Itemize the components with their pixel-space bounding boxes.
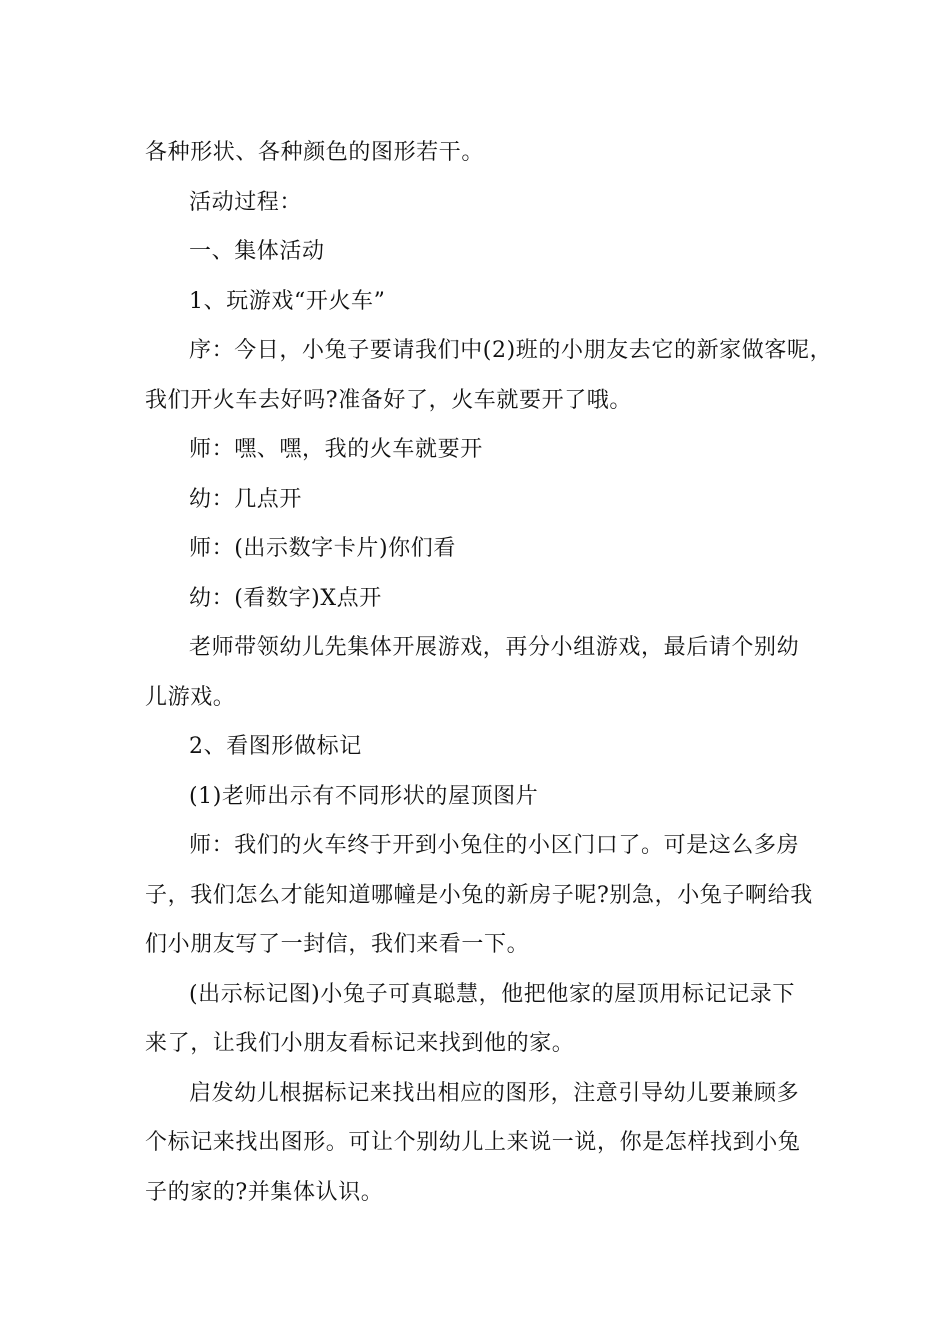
text-line: 幼：几点开: [189, 486, 303, 512]
text-line: 儿游戏。: [145, 684, 236, 710]
text-line: 师：我们的火车终于开到小兔住的小区门口了。可是这么多房: [189, 833, 800, 858]
text-line: 序：今日，小兔子要请我们中(2)班的小朋友去它的新家做客呢，: [189, 338, 833, 363]
text-line: (1)老师出示有不同形状的屋顶图片: [189, 783, 539, 809]
text-line: 各种形状、各种颜色的图形若干。: [145, 140, 485, 165]
text-line: 来了，让我们小朋友看标记来找到他的家。: [145, 1031, 575, 1056]
text-line: 一、集体活动: [189, 239, 325, 264]
text-line: 我们开火车去好吗?准备好了，火车就要开了哦。: [145, 387, 632, 413]
text-line: 老师带领幼儿先集体开展游戏，再分小组游戏，最后请个别幼: [189, 635, 800, 660]
text-line: 子的家的?并集体认识。: [145, 1179, 384, 1205]
text-line: 1、玩游戏“开火车”: [189, 288, 386, 314]
text-line: (出示标记图)小兔子可真聪慧，他把他家的屋顶用标记记录下: [189, 981, 795, 1007]
text-line: 个标记来找出图形。可让个别幼儿上来说一说，你是怎样找到小兔: [145, 1130, 801, 1155]
document-body: [145, 128, 833, 1217]
text-line: 师：嘿、嘿，我的火车就要开: [189, 437, 483, 462]
text-line: 活动过程：: [189, 189, 303, 215]
text-line: 启发幼儿根据标记来找出相应的图形，注意引导幼儿要兼顾多: [189, 1080, 800, 1106]
text-line: 师：(出示数字卡片)你们看: [189, 536, 456, 561]
text-line: 子，我们怎么才能知道哪幢是小兔的新房子呢?别急，小兔子啊给我: [145, 882, 813, 908]
text-line: 们小朋友写了一封信，我们来看一下。: [145, 932, 530, 957]
text-line: 2、看图形做标记: [189, 734, 362, 759]
text-line: 幼：(看数字)X点开: [189, 585, 382, 611]
